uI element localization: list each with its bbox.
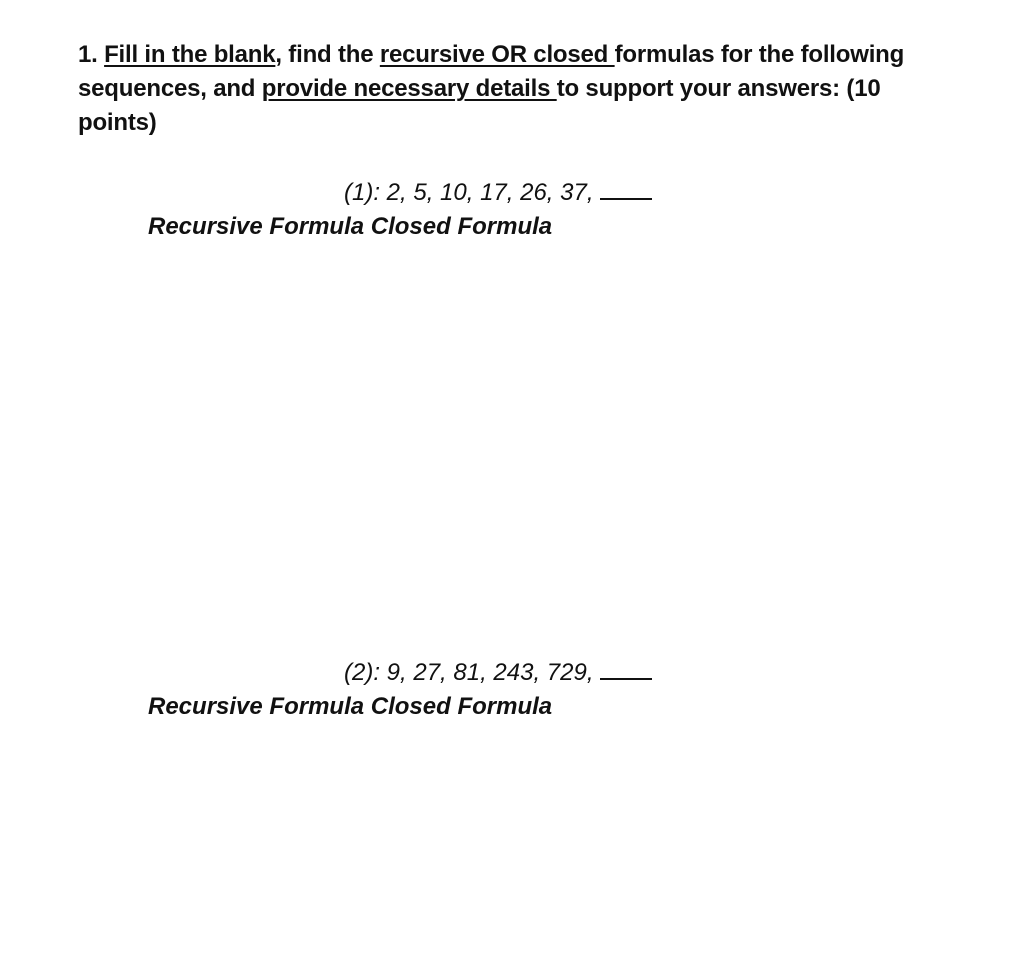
- sequence-2-formula-labels: [148, 692, 552, 722]
- sequence-2-text: (2): 9, 27, 81, 243, 729,: [344, 659, 594, 686]
- question-prompt: [78, 38, 958, 140]
- sequence-1: [344, 178, 652, 208]
- sequence-2: [344, 658, 652, 688]
- necessary-details-phrase: provide necessary details: [261, 75, 557, 102]
- question-text-segment: formulas for the following sequences, and: [78, 41, 905, 102]
- closed-formula-label: Closed Formula: [370, 693, 553, 720]
- question-number: 1.: [78, 41, 98, 68]
- recursive-formula-label: Recursive Formula: [148, 213, 365, 240]
- sequence-1-text: (1): 2, 5, 10, 17, 26, 37,: [344, 179, 594, 206]
- sequence-1-answer-blank: [600, 178, 652, 200]
- sequence-1-formula-labels: [148, 212, 552, 242]
- question-text-segment: , find the: [275, 41, 380, 68]
- question-text-segment: to support your answers: (10 points): [78, 75, 881, 136]
- recursive-or-closed-phrase: recursive OR closed: [379, 41, 615, 68]
- recursive-formula-label: Recursive Formula: [148, 693, 365, 720]
- sequence-2-answer-blank: [600, 658, 652, 680]
- closed-formula-label: Closed Formula: [370, 213, 553, 240]
- fill-in-the-blank-phrase: Fill in the blank: [104, 41, 276, 68]
